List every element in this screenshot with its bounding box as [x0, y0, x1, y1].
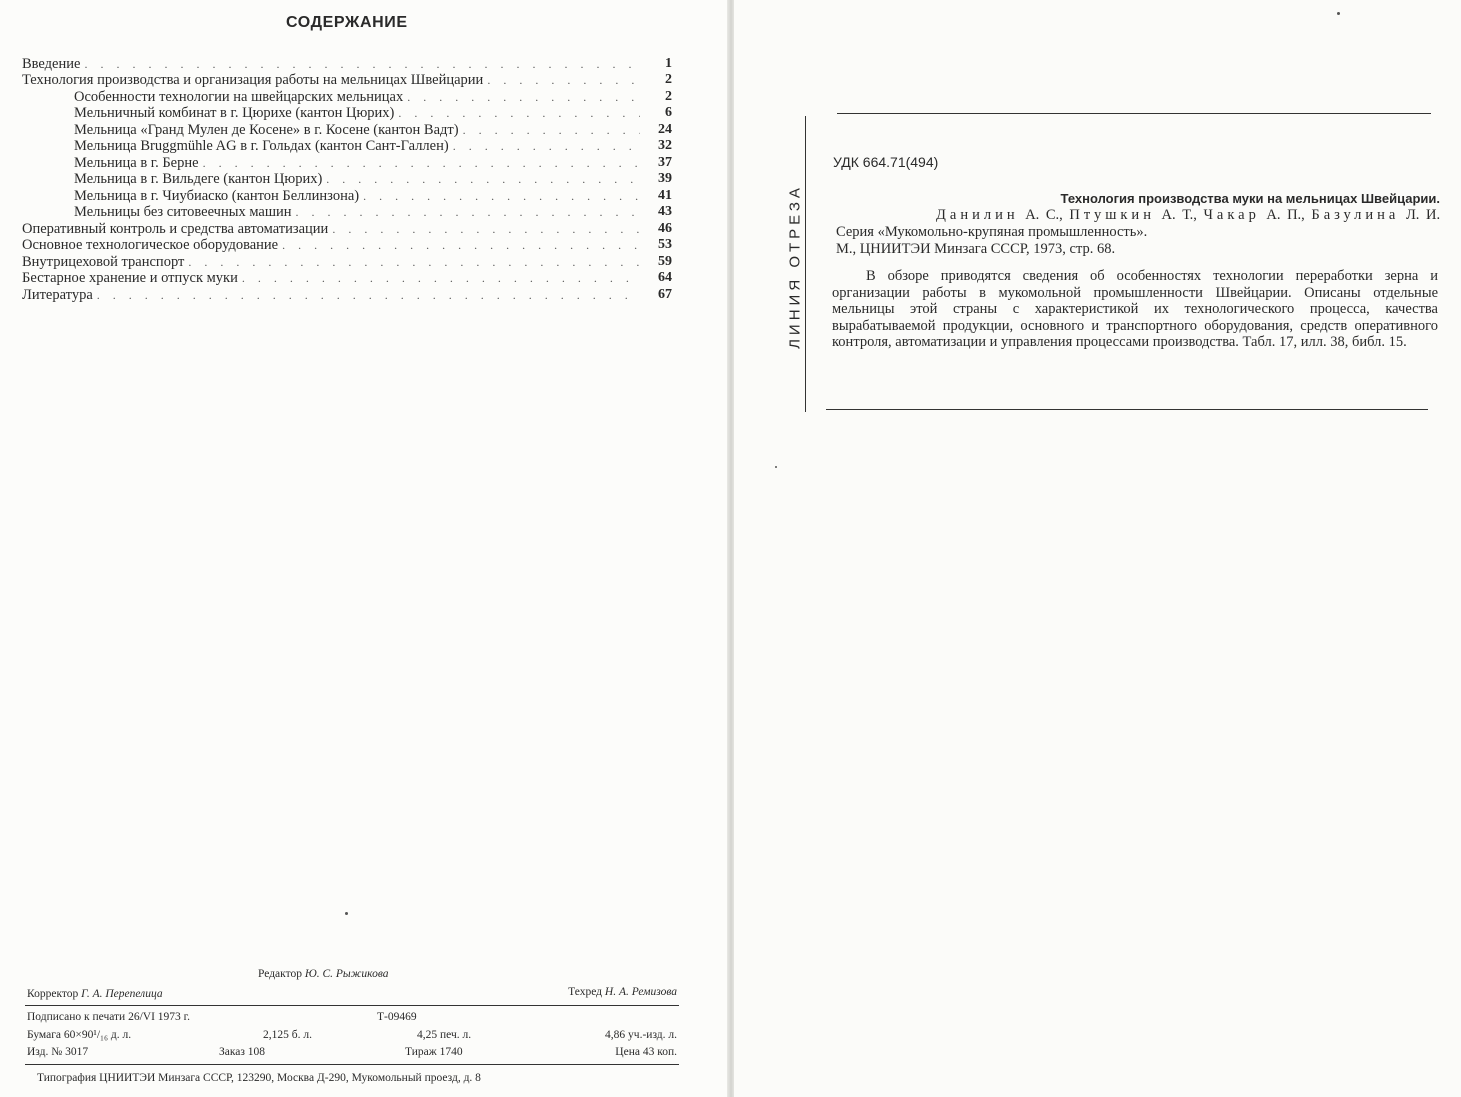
toc-entry [22, 105, 672, 122]
toc-dot-leader [463, 122, 640, 138]
toc-list [22, 55, 672, 303]
toc-entry-title: Мельничный комбинат в г. Цюрихе (кантон Цюрих) [74, 105, 395, 121]
signed-date: Подписано к печати 26/VI 1973 г. [27, 1011, 190, 1023]
corrector-label: Корректор [27, 988, 79, 1000]
toc-entry-page: 41 [658, 187, 672, 203]
ink-speck [345, 912, 348, 915]
toc-entry-page: 2 [665, 72, 672, 87]
colophon-rule [25, 1005, 679, 1006]
toc-entry-page: 67 [658, 286, 672, 302]
toc-entry [22, 88, 672, 105]
toc-entry-page: 24 [658, 121, 672, 137]
toc-entry-title: Мельница Bruggmühle AG в г. Гольдах (кантон Сант-Галлен) [74, 138, 449, 154]
toc-entry [22, 270, 672, 287]
toc-entry-title: Мельница в г. Вильдеге (кантон Цюрих) [74, 171, 323, 187]
print-code: Т-09469 [377, 1011, 417, 1023]
toc-entry [22, 55, 672, 72]
toc-entry-title: Оперативный контроль и средства автоматизации [22, 220, 329, 237]
toc-entry-page: 39 [658, 171, 672, 186]
ink-speck [1337, 12, 1340, 15]
card-bottom-rule [826, 409, 1428, 410]
toc-entry [22, 171, 672, 188]
corrector-name: Г. А. Перепелица [81, 988, 163, 1000]
colophon-edition-line [27, 1046, 677, 1062]
udc-code: УДК 664.71(494) [833, 154, 939, 170]
toc-entry-title: Мельница в г. Берне [74, 154, 199, 171]
card-top-rule [837, 113, 1431, 114]
toc-entry [22, 220, 672, 237]
toc-heading: СОДЕРЖАНИЕ [286, 14, 408, 31]
techred-label: Техред [568, 986, 603, 998]
toc-dot-leader [97, 287, 640, 303]
toc-entry-title: Технология производства и организация работы на мельницах Швейцарии [22, 72, 484, 88]
techred-name: Н. А. Ремизова [604, 986, 677, 998]
ink-speck [775, 466, 777, 468]
toc-dot-leader [242, 270, 640, 286]
toc-dot-leader [407, 89, 640, 105]
toc-entry-title: Особенности технологии на швейцарских мельницах [74, 88, 404, 105]
editor-label: Редактор [258, 968, 302, 980]
colophon-signed-line [27, 1011, 677, 1027]
toc-entry-page: 6 [665, 105, 672, 120]
toc-entry-title: Введение [22, 55, 81, 72]
toc-entry-page: 32 [658, 138, 672, 153]
toc-entry [22, 204, 672, 221]
toc-entry-title: Мельница в г. Чиубиаско (кантон Беллинзона) [74, 187, 360, 204]
toc-entry [22, 121, 672, 138]
abstract: В обзоре приводятся сведения об особенностях технологии переработки зерна и организации работы в мукомольной промышленности Швейцарии. Описаны отдельные мельницы этой страны с характеристикой их технологического процесса, качества вырабатываемой продукции, основного и транспортного оборудования, средств оперативного контроля, автоматизации и управления процессами производства. Табл. 17, илл. 38, библ. 15. [832, 268, 1438, 350]
toc-entry-page: 37 [658, 154, 672, 170]
reference-authors: Данилин А. С., Птушкин А. Т., Чакар А. П., Базулина Л. И. Серия «Мукомольно-крупяная промышленность». [836, 207, 1441, 240]
toc-dot-leader [453, 138, 640, 154]
techred-credit [568, 986, 677, 998]
printer: Типография ЦНИИТЭИ Минзага СССР, 123290, Москва Д-290, Мукомольный проезд, д. 8 [37, 1072, 481, 1084]
toc-dot-leader [203, 155, 640, 171]
toc-dot-leader [398, 105, 640, 121]
toc-entry-page: 1 [665, 55, 672, 71]
toc-entry-page: 64 [658, 270, 672, 285]
toc-entry-title: Мельницы без ситовеечных машин [74, 204, 292, 220]
toc-entry [22, 154, 672, 171]
toc-entry [22, 253, 672, 270]
sheets-print: 4,25 печ. л. [417, 1029, 472, 1041]
order-number: Заказ 108 [219, 1046, 266, 1058]
toc-dot-leader [326, 171, 640, 187]
price: Цена 43 коп. [615, 1046, 677, 1058]
cut-line-label: ЛИНИЯ ОТРЕЗА [786, 184, 804, 349]
editor-credit [258, 968, 389, 980]
cut-vertical-rule [805, 116, 806, 412]
toc-dot-leader [487, 72, 640, 88]
toc-entry [22, 237, 672, 254]
toc-entry-title: Основное технологическое оборудование [22, 237, 279, 253]
sheets-publisher: 4,86 уч.-изд. л. [605, 1029, 677, 1041]
toc-entry-page: 43 [658, 204, 672, 219]
reference-title: Технология производства муки на мельницах Швейцарии. [1060, 191, 1440, 206]
bibliographic-reference [836, 190, 1440, 258]
toc-dot-leader [282, 237, 640, 253]
toc-entry-page: 2 [665, 88, 672, 104]
editor-name: Ю. С. Рыжикова [304, 968, 389, 980]
toc-entry-title: Бестарное хранение и отпуск муки [22, 270, 238, 286]
reference-imprint: М., ЦНИИТЭИ Минзага СССР, 1973, стр. 68. [836, 241, 1116, 257]
edition-number: Изд. № 3017 [27, 1046, 89, 1058]
toc-entry-title: Литература [22, 286, 93, 303]
toc-entry [22, 187, 672, 204]
toc-entry-page: 53 [658, 237, 672, 252]
colophon-paper-line [27, 1029, 677, 1045]
print-run: Тираж 1740 [405, 1046, 463, 1058]
toc-dot-leader [363, 188, 640, 204]
toc-dot-leader [84, 56, 640, 72]
toc-entry-page: 59 [658, 253, 672, 269]
colophon-rule [25, 1064, 679, 1065]
toc-entry [22, 72, 672, 89]
toc-entry-title: Мельница «Гранд Мулен де Косене» в г. Косене (кантон Вадт) [74, 121, 459, 138]
sheets-b: 2,125 б. л. [263, 1029, 312, 1041]
paper-format: Бумага 60×90¹/₁₆ д. л. [27, 1029, 132, 1041]
toc-entry [22, 286, 672, 303]
toc-entry-title: Внутрицеховой транспорт [22, 253, 185, 270]
toc-dot-leader [296, 204, 640, 220]
toc-dot-leader [332, 221, 640, 237]
corrector-credit [27, 988, 163, 1000]
toc-entry-page: 46 [658, 220, 672, 236]
toc-entry [22, 138, 672, 155]
colophon-printer-line [37, 1072, 687, 1088]
toc-dot-leader [188, 254, 640, 270]
